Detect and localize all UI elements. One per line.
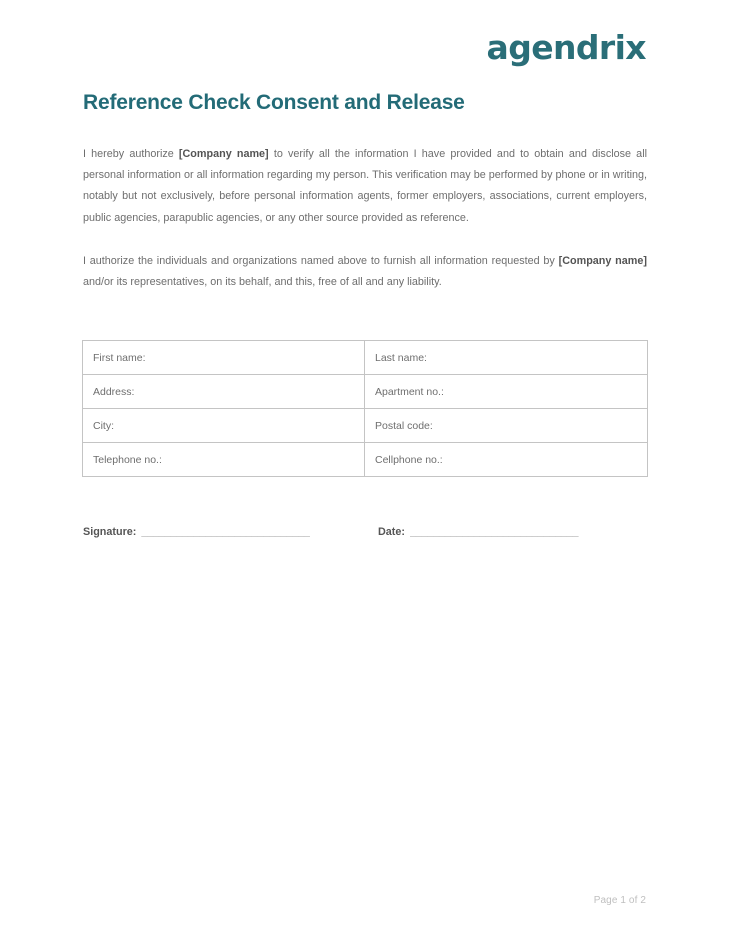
company-name-placeholder-1: [Company name] [178, 148, 269, 160]
field-first-name[interactable]: First name: [83, 341, 365, 375]
paragraph-2-lead-text: I authorize the individuals and organizations named above to furnish all information requested by [83, 254, 559, 267]
table-row [83, 409, 648, 443]
field-postal-code[interactable]: Postal code: [365, 409, 648, 443]
paragraph-authorization [83, 144, 647, 229]
field-last-name[interactable]: Last name: [365, 341, 648, 375]
signature-input-line[interactable]: _____________________________ [141, 526, 310, 538]
field-city[interactable]: City: [83, 409, 365, 443]
applicant-info-table [82, 340, 648, 477]
field-telephone-no[interactable]: Telephone no.: [83, 443, 365, 477]
brand-logo [487, 26, 646, 68]
signature-block [83, 526, 647, 546]
date-input-line[interactable]: _____________________________ [410, 526, 579, 538]
field-address[interactable]: Address: [83, 375, 365, 409]
field-cellphone-no[interactable]: Cellphone no.: [365, 443, 648, 477]
page-indicator: Page 1 of 2 [593, 895, 646, 906]
signature-label: Signature: [83, 526, 137, 538]
date-label: Date: [378, 526, 405, 538]
paragraph-1-trailing-text: to verify all the information I have provided and to obtain and disclose all personal information or all information regarding my person. This verification may be performed by phone or in writing, notably but not exclusively, before personal information agents, former employers, associations, current employers, public agencies, parapublic agencies, or any other source provided as reference. [83, 148, 647, 224]
table-row [83, 443, 648, 477]
document-body [83, 144, 647, 293]
field-apartment-no[interactable]: Apartment no.: [365, 375, 648, 409]
page-title: Reference Check Consent and Release [83, 91, 465, 114]
paragraph-2-trailing-text: and/or its representatives, on its behalf, and this, free of all and any liability. [83, 276, 442, 289]
paragraph-liability-release [83, 251, 647, 293]
company-name-placeholder-2: [Company name] [558, 254, 647, 267]
date-field[interactable] [378, 526, 608, 538]
table-row [83, 341, 648, 375]
applicant-info-table-body [83, 341, 648, 477]
agendrix-wordmark-icon: agendrix [486, 27, 646, 67]
signature-field[interactable] [83, 526, 339, 538]
paragraph-1-lead-text: I hereby authorize [83, 148, 179, 160]
table-row [83, 375, 648, 409]
